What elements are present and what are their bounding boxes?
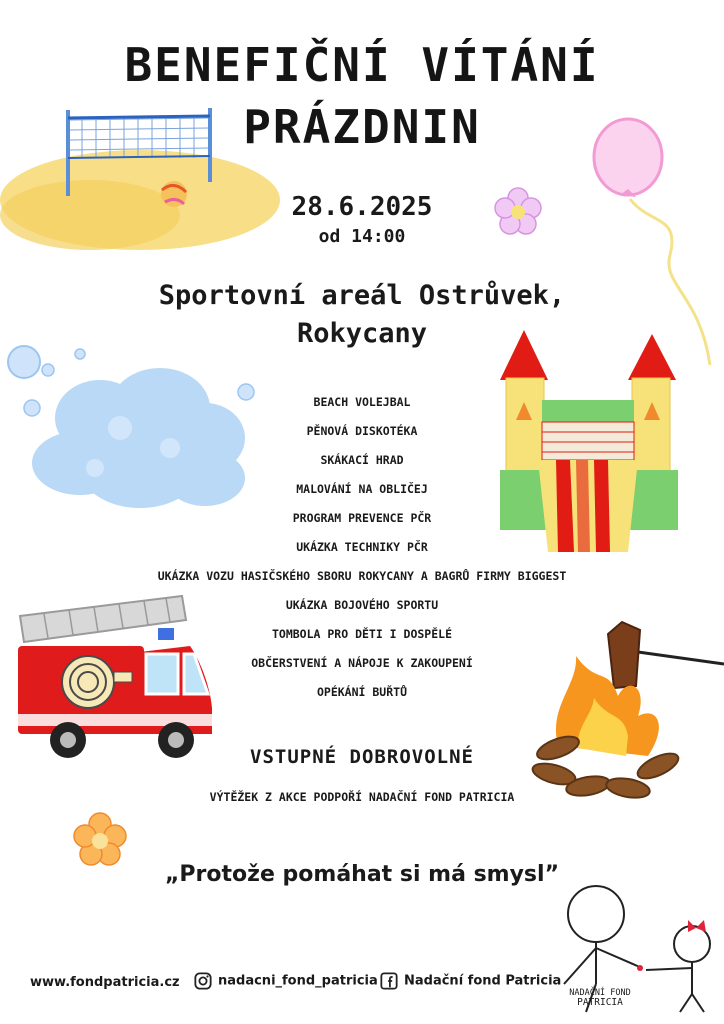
footer-website[interactable]: www.fondpatricia.cz bbox=[30, 975, 180, 990]
program-item: PROGRAM PREVENCE PČR bbox=[292, 511, 432, 525]
proceeds-note: VÝTĚŽEK Z AKCE PODPOŘÍ NADAČNÍ FOND PATRICIA bbox=[209, 790, 515, 804]
venue-line1: Sportovní areál Ostrůvek, bbox=[158, 280, 566, 311]
footer-facebook[interactable] bbox=[380, 972, 561, 990]
program-item: SKÁKACÍ HRAD bbox=[320, 453, 404, 467]
program-item: UKÁZKA TECHNIKY PČR bbox=[296, 540, 428, 554]
program-item: BEACH VOLEJBAL bbox=[313, 395, 411, 409]
flower-illustration bbox=[72, 812, 128, 868]
instagram-icon bbox=[194, 972, 212, 990]
motto: „Protože pomáhat si má smysl” bbox=[164, 862, 560, 887]
footer-instagram[interactable] bbox=[194, 972, 378, 990]
logo-line1: NADAČNÍ FOND bbox=[569, 988, 631, 998]
entry-fee: VSTUPNÉ DOBROVOLNÉ bbox=[250, 746, 474, 768]
instagram-handle: nadacni_fond_patricia bbox=[218, 973, 378, 989]
logo-text bbox=[560, 988, 640, 1008]
program-item: UKÁZKA VOZU HASIČSKÉHO SBORU ROKYCANY A BAGRŮ FIRMY BIGGEST bbox=[157, 569, 567, 583]
program-item: OBČERSTVENÍ A NÁPOJE K ZAKOUPENÍ bbox=[251, 656, 473, 670]
poster-title-line2: PRÁZDNIN bbox=[243, 100, 481, 154]
program-item: TOMBOLA PRO DĚTI I DOSPĚLÉ bbox=[271, 627, 452, 641]
facebook-icon bbox=[380, 972, 398, 990]
program-item: OPÉKÁNÍ BUŘTŮ bbox=[316, 685, 407, 699]
fire-truck-illustration bbox=[14, 590, 219, 762]
facebook-page: Nadační fond Patricia bbox=[404, 973, 562, 989]
poster-title-line1: BENEFIČNÍ VÍTÁNÍ bbox=[124, 38, 600, 92]
program-item: PĚNOVÁ DISKOTÉKA bbox=[306, 424, 418, 438]
flower-illustration bbox=[492, 186, 544, 238]
logo-line2: PATRICIA bbox=[577, 997, 623, 1008]
event-date: 28.6.2025 bbox=[291, 192, 433, 222]
campfire-illustration bbox=[528, 616, 724, 802]
event-time: od 14:00 bbox=[318, 226, 406, 247]
program-item: MALOVÁNÍ NA OBLIČEJ bbox=[296, 482, 428, 496]
venue-line2: Rokycany bbox=[296, 318, 428, 349]
program-item: UKÁZKA BOJOVÉHO SPORTU bbox=[285, 598, 439, 612]
